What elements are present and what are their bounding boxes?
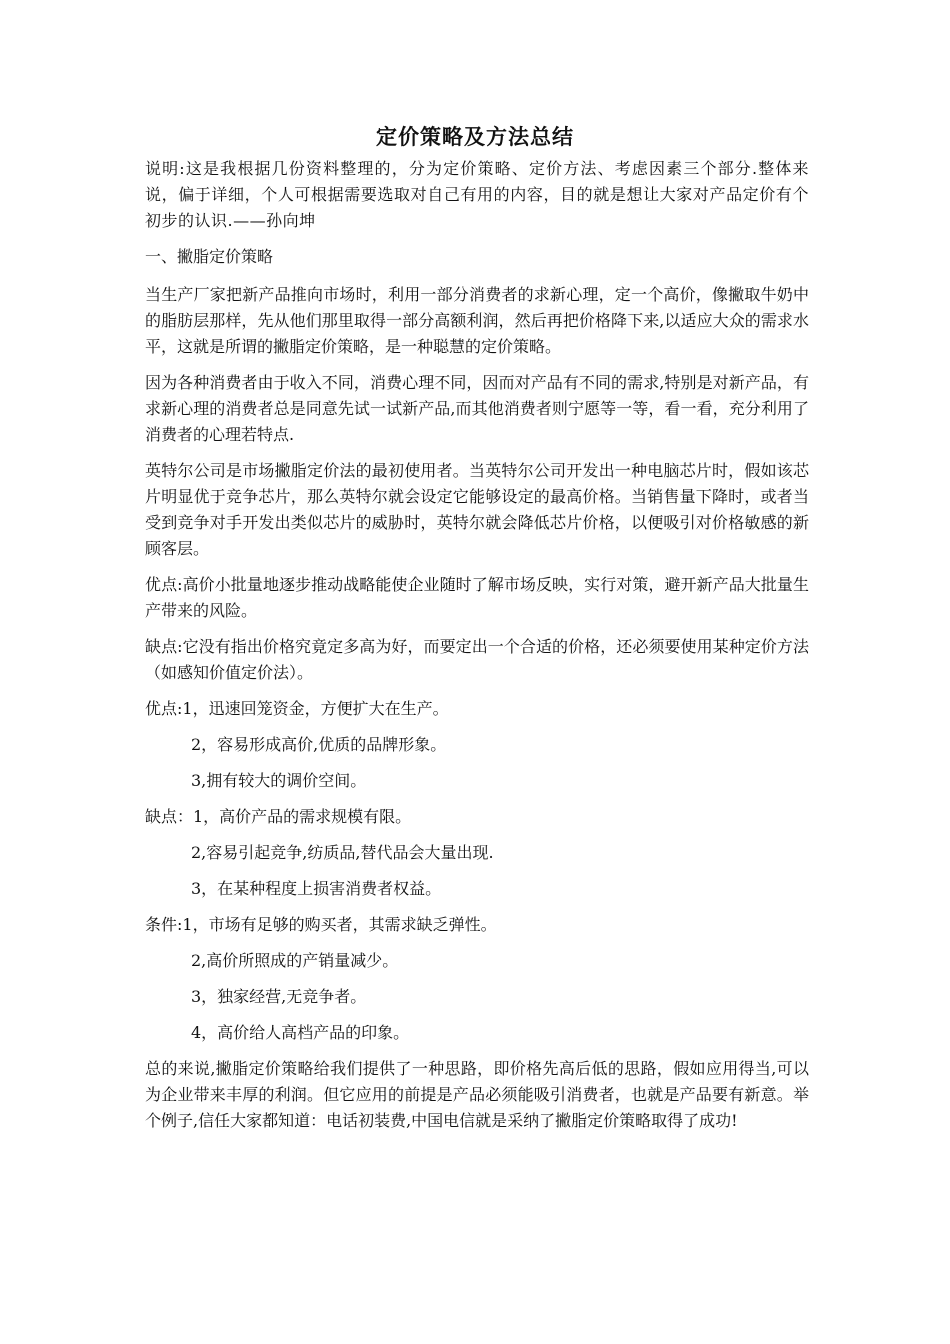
paragraph-definition: 当生产厂家把新产品推向市场时，利用一部分消费者的求新心理，定一个高价，像撇取牛奶中的脂肪层那样，先从他们那里取得一部分高额利润，然后再把价格降下来,以适应大众的需求水平，这就是所谓的撇脂定价策略，是一种聪慧的定价策略。 bbox=[145, 285, 809, 356]
paragraph-consumer-demand: 因为各种消费者由于收入不同，消费心理不同，因而对产品有不同的需求,特别是对新产品，有求新心理的消费者总是同意先试一试新产品,而其他消费者则宁愿等一等，看一看，充分利用了消费者的心理若特点. bbox=[145, 373, 809, 444]
condition-item: 3，独家经营,无竞争者。 bbox=[191, 987, 367, 1006]
condition-item: 2,高价所照成的产销量减少。 bbox=[191, 951, 399, 970]
advantage-item: 优点:1，迅速回笼资金，方便扩大在生产。 bbox=[145, 699, 449, 718]
condition-item: 条件:1，市场有足够的购买者，其需求缺乏弹性。 bbox=[145, 915, 497, 934]
intro-paragraph: 说明:这是我根据几份资料整理的，分为定价策略、定价方法、考虑因素三个部分.整体来说，偏于详细，个人可根据需要选取对自己有用的内容，目的就是想让大家对产品定价有个初步的认识.——孙向坤 bbox=[145, 159, 809, 230]
disadvantage-item: 2,容易引起竞争,纺质品,替代品会大量出现. bbox=[191, 843, 494, 862]
conclusion-paragraph: 总的来说,撇脂定价策略给我们提供了一种思路，即价格先高后低的思路，假如应用得当,可以为企业带来丰厚的利润。但它应用的前提是产品必须能吸引消费者，也就是产品要有新意。举个例子,信任大家都知道：电话初装费,中国电信就是采纳了撇脂定价策略取得了成功! bbox=[145, 1059, 809, 1130]
document-body bbox=[145, 156, 809, 1144]
document-title: 定价策略及方法总结 bbox=[376, 124, 574, 149]
advantage-item: 3,拥有较大的调价空间。 bbox=[191, 771, 367, 790]
disadvantage-item: 3，在某种程度上损害消费者权益。 bbox=[191, 879, 442, 898]
paragraph-advantage: 优点:高价小批量地逐步推动战略能使企业随时了解市场反映，实行对策，避开新产品大批量生产带来的风险。 bbox=[145, 575, 809, 620]
paragraph-disadvantage: 缺点:它没有指出价格究竟定多高为好，而要定出一个合适的价格，还必须要使用某种定价方法（如感知价值定价法）。 bbox=[145, 637, 809, 682]
section-heading: 一、撇脂定价策略 bbox=[145, 247, 274, 266]
condition-item: 4，高价给人高档产品的印象。 bbox=[191, 1023, 410, 1042]
disadvantage-item: 缺点：1，高价产品的需求规模有限。 bbox=[145, 807, 412, 826]
paragraph-intel-example: 英特尔公司是市场撇脂定价法的最初使用者。当英特尔公司开发出一种电脑芯片时，假如该芯片明显优于竞争芯片，那么英特尔就会设定它能够设定的最高价格。当销售量下降时，或者当受到竞争对手开发出类似芯片的威胁时，英特尔就会降低芯片价格，以便吸引对价格敏感的新顾客层。 bbox=[145, 461, 809, 558]
advantage-item: 2，容易形成高价,优质的品牌形象。 bbox=[191, 735, 447, 754]
